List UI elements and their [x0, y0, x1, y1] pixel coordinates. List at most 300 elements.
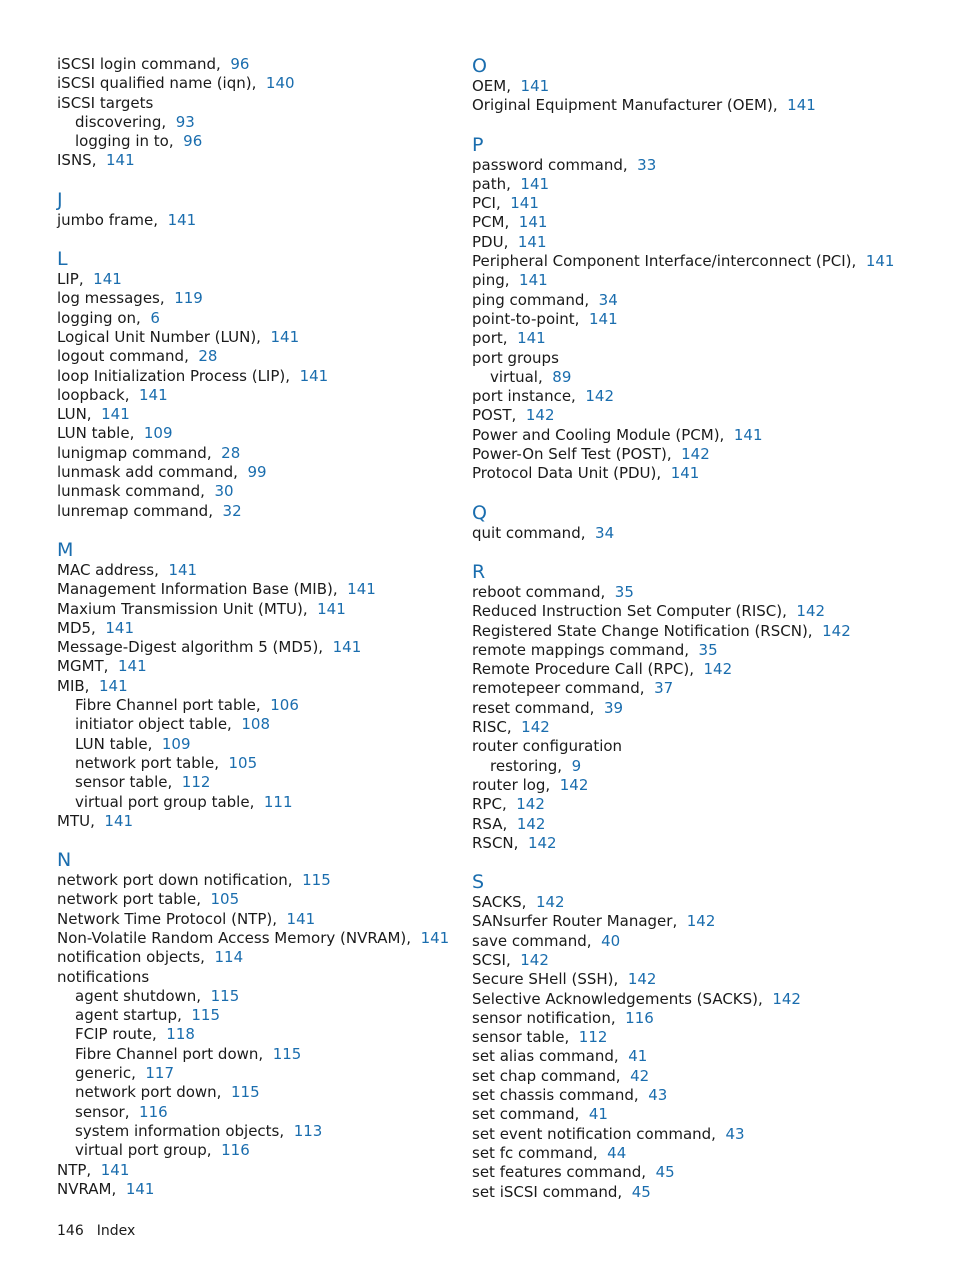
index-entry: [472, 660, 932, 679]
index-term: MTU,: [57, 811, 95, 830]
page-link[interactable]: 6: [150, 308, 160, 327]
index-subentry: [57, 987, 447, 1006]
page-link[interactable]: 142: [516, 795, 545, 814]
page-link[interactable]: 28: [198, 347, 218, 366]
index-entry: [472, 252, 932, 271]
index-group: [472, 55, 932, 116]
index-entry: [57, 94, 447, 113]
index-entry: [472, 77, 932, 96]
page-link[interactable]: 141: [787, 96, 816, 115]
index-entry: [57, 463, 447, 482]
page-link[interactable]: 28: [221, 443, 241, 462]
index-letter-heading: N: [57, 849, 72, 872]
page-link[interactable]: 141: [517, 329, 546, 348]
index-entry: [472, 912, 932, 931]
index-group: [472, 134, 932, 484]
index-term: discovering,: [75, 112, 167, 131]
index-term: Maxium Transmission Unit (MTU),: [57, 599, 308, 618]
index-subentry: [57, 113, 447, 132]
page-link[interactable]: 112: [181, 773, 211, 792]
page-link[interactable]: 141: [510, 194, 539, 213]
index-entry: [472, 970, 932, 989]
page-link[interactable]: 105: [210, 890, 240, 909]
page-link[interactable]: 116: [625, 1008, 654, 1027]
index-term: set chassis command,: [472, 1086, 639, 1105]
index-term: set chap command,: [472, 1066, 621, 1085]
index-subentry: [472, 368, 932, 387]
index-entry: [57, 1161, 447, 1180]
index-entry: [57, 619, 447, 638]
page-link[interactable]: 115: [210, 986, 240, 1005]
index-group: [57, 539, 447, 831]
index-entry: [472, 602, 932, 621]
page-link[interactable]: 45: [655, 1163, 675, 1182]
index-group: [57, 55, 447, 171]
index-term: LUN table,: [75, 734, 153, 753]
index-term: lunmask command,: [57, 482, 205, 501]
index-term: Message-Digest algorithm 5 (MD5),: [57, 638, 324, 657]
index-entry: [472, 679, 932, 698]
index-entry: [57, 405, 447, 424]
index-term: notifications: [57, 967, 150, 986]
index-term: NTP,: [57, 1160, 92, 1179]
index-entry: [472, 1183, 932, 1202]
index-entry: [57, 367, 447, 386]
index-term: loop Initialization Process (LIP),: [57, 366, 291, 385]
page-link[interactable]: 114: [214, 948, 244, 967]
index-term: Peripheral Component Interface/interconnect (PCI),: [472, 252, 857, 271]
index-term: quit command,: [472, 523, 586, 542]
index-term: log messages,: [57, 289, 165, 308]
page-link[interactable]: 142: [559, 775, 589, 794]
index-letter-heading: M: [57, 538, 74, 561]
page-link[interactable]: 141: [270, 327, 300, 346]
index-entry: [472, 1105, 932, 1124]
index-entry: [472, 406, 932, 425]
index-term: Remote Procedure Call (RPC),: [472, 660, 694, 679]
page-link[interactable]: 42: [630, 1066, 650, 1085]
page-link[interactable]: 141: [139, 385, 168, 404]
index-term: sensor,: [75, 1102, 130, 1121]
index-term: lunigmap command,: [57, 443, 212, 462]
index-term: MGMT,: [57, 657, 109, 676]
index-letter-heading: Q: [472, 501, 487, 524]
index-entry: [57, 74, 447, 93]
index-term: Original Equipment Manufacturer (OEM),: [472, 96, 778, 115]
page-link[interactable]: 33: [637, 155, 657, 174]
index-entry: [57, 347, 447, 366]
index-entry: [472, 718, 932, 737]
page-link[interactable]: 116: [139, 1102, 168, 1121]
index-subentry: [472, 757, 932, 776]
page-link[interactable]: 141: [98, 676, 128, 695]
index-subentry: [57, 735, 447, 754]
page-link[interactable]: 41: [628, 1047, 648, 1066]
index-subentry: [57, 696, 447, 715]
page-link[interactable]: 99: [247, 463, 267, 482]
page-link[interactable]: 142: [681, 445, 710, 464]
page-link[interactable]: 141: [420, 928, 450, 947]
page-link[interactable]: 108: [241, 715, 271, 734]
index-term: iSCSI targets: [57, 93, 154, 112]
index-entry: [472, 1067, 932, 1086]
index-term: port,: [472, 329, 508, 348]
page-link[interactable]: 89: [552, 367, 572, 386]
page-link[interactable]: 115: [302, 871, 331, 890]
index-letter-heading: R: [472, 560, 486, 583]
page-link[interactable]: 141: [670, 464, 700, 483]
index-subentry: [57, 1122, 447, 1141]
index-term: LUN table,: [57, 424, 135, 443]
index-term: lunmask add command,: [57, 463, 238, 482]
index-entry: [57, 55, 447, 74]
index-term: network port table,: [75, 753, 219, 772]
index-group: [57, 849, 450, 1199]
page-link[interactable]: 35: [614, 582, 634, 601]
page-link[interactable]: 109: [161, 734, 191, 753]
index-term: initiator object table,: [75, 715, 232, 734]
index-entry: [57, 600, 447, 619]
index-column-left: [57, 55, 450, 1217]
index-subentry: [57, 793, 447, 812]
index-term: Fibre Channel port table,: [75, 696, 261, 715]
index-term: system information objects,: [75, 1121, 285, 1140]
index-term: SANsurfer Router Manager,: [472, 912, 678, 931]
index-term: Power and Cooling Module (PCM),: [472, 425, 725, 444]
page-link[interactable]: 32: [222, 501, 242, 520]
page-link[interactable]: 119: [174, 289, 203, 308]
page-link[interactable]: 142: [822, 621, 851, 640]
index-term: network port down notification,: [57, 871, 293, 890]
index-term: FCIP route,: [75, 1025, 157, 1044]
index-column-right: [472, 55, 932, 1220]
index-subentry: [57, 1025, 447, 1044]
page-link[interactable]: 142: [527, 833, 557, 852]
index-entry: [472, 1125, 932, 1144]
index-entry: [472, 1163, 932, 1182]
page-link[interactable]: 141: [106, 151, 135, 170]
index-term: loopback,: [57, 385, 130, 404]
page-link[interactable]: 141: [118, 657, 147, 676]
index-term: virtual port group table,: [75, 792, 255, 811]
page-link[interactable]: 96: [230, 55, 250, 73]
index-term: path,: [472, 174, 511, 193]
index-term: jumbo frame,: [57, 210, 159, 229]
page-link[interactable]: 141: [101, 405, 130, 424]
index-entry: [472, 291, 932, 310]
page-link[interactable]: 117: [145, 1064, 175, 1083]
page-link[interactable]: 142: [772, 989, 801, 1008]
page-link[interactable]: 141: [733, 425, 763, 444]
page-link[interactable]: 112: [578, 1028, 608, 1047]
page-link[interactable]: 106: [270, 696, 299, 715]
page-link[interactable]: 109: [143, 424, 173, 443]
index-term: MD5,: [57, 618, 96, 637]
page-link[interactable]: 141: [865, 252, 895, 271]
index-subentry: [57, 1064, 447, 1083]
index-term: sensor table,: [472, 1028, 570, 1047]
index-subentry: [57, 1006, 447, 1025]
page-link[interactable]: 30: [214, 482, 234, 501]
index-term: save command,: [472, 931, 592, 950]
index-entry: [472, 776, 932, 795]
page-link[interactable]: 113: [293, 1121, 323, 1140]
index-term: remotepeer command,: [472, 679, 645, 698]
page-link[interactable]: 141: [93, 270, 122, 289]
index-entry: [472, 622, 932, 641]
index-term: lunremap command,: [57, 501, 213, 520]
page-link[interactable]: 142: [521, 718, 550, 737]
page-link[interactable]: 141: [100, 1160, 130, 1179]
index-term: reboot command,: [472, 582, 606, 601]
index-entry: [57, 502, 447, 521]
index-term: Non-Volatile Random Access Memory (NVRAM),: [57, 928, 412, 947]
index-entry: [472, 1047, 932, 1066]
index-term: OEM,: [472, 77, 511, 95]
index-entry: [57, 444, 447, 463]
page-link[interactable]: 141: [168, 560, 198, 579]
index-term: POST,: [472, 406, 517, 425]
index-term: Logical Unit Number (LUN),: [57, 327, 261, 346]
index-term: SCSI,: [472, 950, 511, 969]
index-entry: [472, 349, 932, 368]
page-link[interactable]: 35: [698, 640, 718, 659]
index-term: LIP,: [57, 270, 84, 289]
index-entry: [472, 795, 932, 814]
index-term: Selective Acknowledgements (SACKS),: [472, 989, 763, 1008]
page-link[interactable]: 118: [166, 1025, 195, 1044]
index-term: set event notification command,: [472, 1124, 716, 1143]
page-footer: [57, 1223, 148, 1239]
page-link[interactable]: 34: [595, 523, 615, 542]
index-term: port groups: [472, 348, 559, 367]
index-entry: [57, 386, 447, 405]
page-link[interactable]: 142: [535, 893, 565, 912]
index-term: NVRAM,: [57, 1179, 117, 1198]
index-entry: [472, 271, 932, 290]
page-link[interactable]: 141: [520, 77, 550, 95]
index-term: MIB,: [57, 676, 90, 695]
index-term: reset command,: [472, 698, 595, 717]
index-letter-heading: J: [57, 188, 63, 211]
index-term: PCI,: [472, 194, 501, 213]
index-entry: [472, 737, 932, 756]
index-group: [472, 502, 932, 543]
index-entry: [57, 968, 447, 987]
index-entry: [57, 151, 447, 170]
page-link[interactable]: 142: [627, 970, 657, 989]
index-entry: [472, 1086, 932, 1105]
page-link[interactable]: 141: [104, 811, 134, 830]
index-entry: [57, 211, 447, 230]
index-term: Management Information Base (MIB),: [57, 580, 338, 599]
index-entry: [472, 426, 932, 445]
index-entry: [472, 1028, 932, 1047]
page-link[interactable]: 111: [263, 792, 293, 811]
page-link[interactable]: 141: [520, 174, 550, 193]
page-link[interactable]: 141: [589, 309, 618, 328]
index-entry: [57, 309, 447, 328]
page-number: 146: [57, 1223, 84, 1239]
index-entry: [472, 194, 932, 213]
page-link[interactable]: 9: [571, 756, 582, 775]
index-term: PDU,: [472, 232, 509, 251]
index-entry: [472, 932, 932, 951]
page-link[interactable]: 43: [648, 1086, 668, 1105]
index-entry: [57, 580, 447, 599]
index-entry: [57, 638, 447, 657]
index-term: port instance,: [472, 387, 576, 406]
index-entry: [472, 233, 932, 252]
page-link[interactable]: 141: [518, 213, 548, 232]
page-link[interactable]: 115: [231, 1083, 260, 1102]
index-subentry: [57, 132, 447, 151]
index-term: set features command,: [472, 1163, 647, 1182]
page-link[interactable]: 141: [347, 580, 376, 599]
index-entry: [472, 524, 932, 543]
index-term: MAC address,: [57, 560, 159, 579]
index-term: logout command,: [57, 347, 189, 366]
index-group: [472, 561, 932, 853]
index-entry: [57, 561, 447, 580]
page-link[interactable]: 44: [607, 1143, 627, 1162]
page-link[interactable]: 115: [272, 1044, 302, 1063]
page-link[interactable]: 141: [286, 909, 316, 928]
index-subentry: [57, 773, 447, 792]
index-entry: [472, 310, 932, 329]
index-term: SACKS,: [472, 893, 527, 912]
index-term: network port table,: [57, 890, 201, 909]
page-link[interactable]: 116: [221, 1141, 250, 1160]
index-entry: [472, 464, 932, 483]
index-term: ISNS,: [57, 151, 97, 170]
index-entry: [57, 270, 447, 289]
index-entry: [57, 948, 447, 967]
page-link[interactable]: 142: [520, 950, 549, 969]
page-link[interactable]: 142: [585, 387, 615, 406]
page-link[interactable]: 140: [265, 74, 295, 93]
index-entry: [57, 328, 447, 347]
page-link[interactable]: 141: [167, 210, 197, 229]
page-link[interactable]: 141: [519, 271, 548, 290]
index-entry: [472, 1009, 932, 1028]
index-term: Network Time Protocol (NTP),: [57, 909, 277, 928]
page-link[interactable]: 37: [654, 679, 674, 698]
index-entry: [57, 424, 447, 443]
index-entry: [472, 641, 932, 660]
index-entry: [57, 482, 447, 501]
index-subentry: [57, 1103, 447, 1122]
page-link[interactable]: 141: [125, 1179, 155, 1198]
index-letter-heading: L: [57, 248, 68, 271]
index-term: ping,: [472, 271, 510, 290]
index-term: sensor notification,: [472, 1008, 616, 1027]
index-entry: [57, 890, 447, 909]
page-link[interactable]: 142: [525, 406, 555, 425]
index-term: logging on,: [57, 308, 141, 327]
page-link[interactable]: 41: [588, 1105, 608, 1124]
index-term: notification objects,: [57, 948, 205, 967]
page-link[interactable]: 115: [191, 1006, 221, 1025]
page-link[interactable]: 96: [183, 132, 203, 151]
index-term: set alias command,: [472, 1047, 619, 1066]
index-term: set iSCSI command,: [472, 1182, 623, 1201]
index-term: RSA,: [472, 814, 508, 833]
index-entry: [57, 289, 447, 308]
page-link[interactable]: 93: [175, 112, 195, 131]
page-link[interactable]: 141: [517, 232, 547, 251]
index-group: [57, 189, 447, 230]
index-entry: [472, 387, 932, 406]
index-entry: [57, 812, 447, 831]
index-entry: [472, 1144, 932, 1163]
index-entry: [472, 951, 932, 970]
page-link[interactable]: 142: [686, 912, 716, 931]
index-letter-heading: S: [472, 871, 485, 894]
index-term: Power-On Self Test (POST),: [472, 445, 672, 464]
index-subentry: [57, 1083, 447, 1102]
index-entry: [472, 990, 932, 1009]
index-term: RPC,: [472, 795, 507, 814]
page-link[interactable]: 34: [598, 290, 618, 309]
index-term: logging in to,: [75, 132, 174, 151]
index-term: network port down,: [75, 1083, 222, 1102]
index-entry: [472, 699, 932, 718]
page-link[interactable]: 142: [703, 660, 733, 679]
page-link[interactable]: 39: [603, 698, 624, 717]
index-term: restoring,: [490, 756, 563, 775]
index-term: agent startup,: [75, 1006, 182, 1025]
page-link[interactable]: 141: [105, 618, 134, 637]
index-term: iSCSI qualified name (iqn),: [57, 74, 257, 93]
index-term: set command,: [472, 1105, 580, 1124]
index-term: RSCN,: [472, 833, 519, 852]
page-link[interactable]: 105: [228, 753, 258, 772]
page-link[interactable]: 40: [601, 931, 621, 950]
index-entry: [57, 910, 447, 929]
index-term: set fc command,: [472, 1143, 598, 1162]
index-term: router log,: [472, 775, 551, 794]
index-entry: [472, 893, 932, 912]
index-term: Protocol Data Unit (PDU),: [472, 464, 662, 483]
index-subentry: [57, 715, 447, 734]
index-term: agent shutdown,: [75, 986, 202, 1005]
index-term: virtual port group,: [75, 1141, 212, 1160]
index-term: Secure SHell (SSH),: [472, 970, 619, 989]
page-link[interactable]: 141: [299, 366, 329, 385]
index-subentry: [57, 754, 447, 773]
index-term: Registered State Change Notification (RSCN),: [472, 621, 813, 640]
index-term: remote mappings command,: [472, 640, 689, 659]
page-link[interactable]: 45: [631, 1182, 651, 1201]
page-link[interactable]: 142: [516, 814, 546, 833]
index-entry: [57, 1180, 447, 1199]
index-entry: [472, 156, 932, 175]
page-link[interactable]: 43: [725, 1124, 745, 1143]
index-term: password command,: [472, 155, 628, 174]
page-link[interactable]: 141: [317, 599, 346, 618]
index-letter-heading: P: [472, 133, 484, 156]
index-entry: [472, 834, 932, 853]
index-term: Fibre Channel port down,: [75, 1044, 264, 1063]
index-subentry: [57, 1141, 447, 1160]
index-term: LUN,: [57, 405, 92, 424]
page-link[interactable]: 142: [796, 602, 826, 621]
index-letter-heading: O: [472, 55, 487, 77]
page-link[interactable]: 141: [332, 638, 362, 657]
index-term: generic,: [75, 1064, 136, 1083]
index-term: RISC,: [472, 718, 512, 737]
